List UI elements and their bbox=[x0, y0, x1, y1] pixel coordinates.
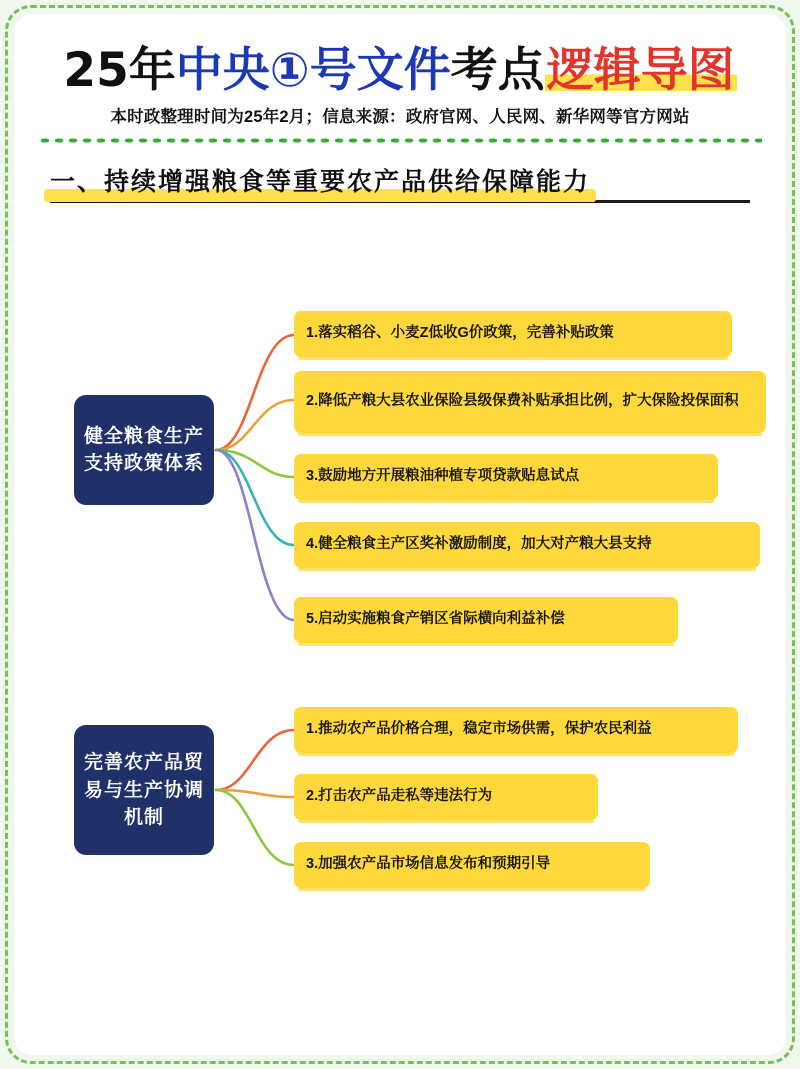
title-segment-mindmap: 逻辑导图 bbox=[546, 43, 735, 98]
leaf-1-4[interactable] bbox=[294, 522, 760, 568]
branch-node-2[interactable] bbox=[74, 725, 214, 855]
subtitle: 本时政整理时间为25年2月；信息来源：政府官网、人民网、新华网等官方网站 bbox=[110, 108, 690, 127]
section-heading-text: 一、持续增强粮食等重要农产品供给保障能力 bbox=[50, 167, 591, 197]
leaf-2-3-text: 3.加强农产品市场信息发布和预期引导 bbox=[306, 856, 551, 873]
poster-frame bbox=[14, 14, 786, 1055]
mindmap bbox=[36, 225, 764, 905]
leaf-1-1-text: 1.落实稻谷、小麦Z低收G价政策，完善补贴政策 bbox=[306, 325, 614, 342]
leaf-1-4-text: 4.健全粮食主产区奖补激励制度，加大对产粮大县支持 bbox=[306, 536, 652, 553]
leaf-2-2-text: 2.打击农产品走私等违法行为 bbox=[306, 788, 493, 805]
branch-node-2-label: 完善农产品贸易与生产协调机制 bbox=[83, 752, 204, 829]
dotted-divider bbox=[38, 137, 762, 144]
leaf-1-5[interactable] bbox=[294, 597, 678, 643]
leaf-2-3[interactable] bbox=[294, 842, 650, 888]
branch-node-1-label: 健全粮食生产支持政策体系 bbox=[83, 425, 204, 475]
leaf-1-1[interactable] bbox=[294, 311, 732, 357]
leaf-1-5-text: 5.启动实施粮食产销区省际横向利益补偿 bbox=[306, 611, 565, 628]
leaf-2-1-text: 1.推动农产品价格合理，稳定市场供需，保护农民利益 bbox=[306, 721, 652, 738]
leaf-2-1[interactable] bbox=[294, 707, 738, 753]
branch-node-1[interactable] bbox=[74, 395, 214, 505]
leaf-1-2-text: 2.降低产粮大县农业保险县级保费补贴承担比例，扩大保险投保面积 bbox=[306, 393, 739, 410]
leaf-1-2[interactable] bbox=[294, 371, 766, 433]
title-segment-year: 25年 bbox=[63, 43, 176, 98]
title-segment-keypoints: 考点 bbox=[450, 43, 545, 98]
leaf-1-3-text: 3.鼓励地方开展粮油种植专项贷款贴息试点 bbox=[306, 468, 580, 485]
leaf-1-3[interactable] bbox=[294, 454, 718, 500]
leaf-2-2[interactable] bbox=[294, 774, 598, 820]
page-title bbox=[36, 43, 764, 98]
title-segment-document: 中央①号文件 bbox=[175, 43, 451, 98]
section-heading bbox=[50, 162, 590, 198]
